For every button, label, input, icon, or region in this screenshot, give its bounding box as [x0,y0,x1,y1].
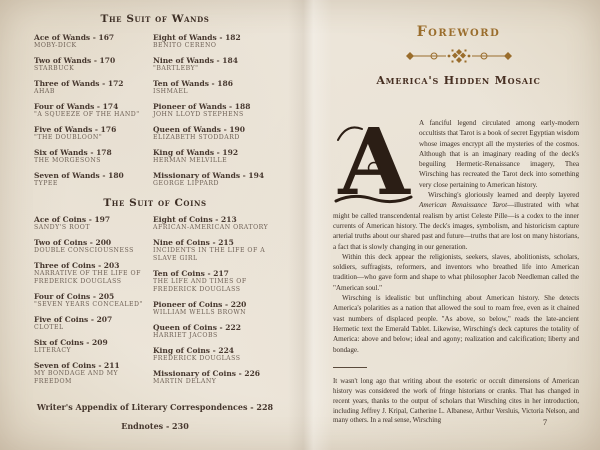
toc-entry-subtitle: HERMAN MELVILLE [153,157,228,164]
toc-entry [34,125,152,142]
ornament-divider-icon [317,48,600,68]
toc-entry-subtitle: JOHN LLOYD STEPHENS [153,111,244,118]
toc-entry-title: Ace of Coins - 197 [34,215,111,224]
toc-entry-subtitle: MOBY-DICK [34,42,77,49]
chapter-title: Foreword [416,24,501,40]
toc-entry-subtitle: "SEVEN YEARS CONCEALED" [34,301,143,308]
toc-entry-subtitle: AHAB [34,88,55,95]
toc-entry-title: Missionary of Coins - 226 [153,369,261,378]
toc-entry-title: Ten of Wands - 186 [153,79,233,88]
toc-entry-title: Seven of Coins - 211 [34,361,120,370]
toc-entry [34,33,152,50]
paragraph-2-text: Wirsching's gloriously learned and deeply layered [428,191,579,200]
toc-entry-title: Eight of Coins - 213 [153,215,237,224]
toc-entry [153,346,271,363]
coins-column-2 [153,215,271,392]
toc-entry [153,79,271,96]
toc-entry [153,171,271,188]
toc-entry-title: Six of Coins - 209 [34,338,108,347]
toc-entry-subtitle: NARRATIVE OF THE LIFE OF FREDERICK DOUGLASS [34,270,141,285]
toc-entry-subtitle: FREDERICK DOUGLASS [153,355,241,362]
toc-entry [34,148,152,165]
paragraph-3: Within this deck appear the religionists, seekers, slaves, abolitionists, scholars, soldiers, suffragists, reformers, and inventors who breathed life into American tradition—who gave form and shape to what philosopher Jacob Needleman called the "American soul." [333,252,579,292]
toc-entry-subtitle: WILLIAM WELLS BROWN [153,309,247,316]
toc-entry-title: Five of Coins - 207 [34,315,113,324]
toc-entry [34,56,152,73]
book-title-italic: American Renaissance Tarot [419,201,508,210]
suit-of-coins-heading: The Suit of Coins [103,197,207,209]
toc-entry [34,338,152,355]
toc-entry [153,125,271,142]
toc-entry [153,369,271,386]
toc-entry-title: Three of Wands - 172 [34,79,124,88]
toc-entry [153,238,271,263]
toc-entry [34,171,152,188]
toc-entry-subtitle: HARRIET JACOBS [153,332,218,339]
toc-entry-subtitle: THE MORGESONS [34,157,101,164]
toc-entry-title: Pioneer of Coins - 220 [153,300,247,309]
toc-entry [153,102,271,119]
suit-of-wands-heading: The Suit of Wands [100,13,210,25]
toc-entry [34,215,152,232]
toc-entry-title: Five of Wands - 176 [34,125,117,134]
wands-column-2 [153,33,271,194]
toc-entry-title: Seven of Wands - 180 [34,171,124,180]
footnote-rule [333,367,367,368]
toc-entry [153,269,271,294]
toc-entry-title: Three of Coins - 203 [34,261,120,270]
foreword-page [317,0,600,450]
toc-entry [34,79,152,96]
toc-entry-title: King of Wands - 192 [153,148,239,157]
toc-entry-title: Four of Coins - 205 [34,292,115,301]
toc-entry [34,238,152,255]
toc-entry-subtitle: STARBUCK [34,65,75,72]
toc-entry-title: Eight of Wands - 182 [153,33,241,42]
wands-column-1 [34,33,152,194]
toc-entry [153,300,271,317]
toc-entry-title: Pioneer of Wands - 188 [153,102,251,111]
toc-entry-title: King of Coins - 224 [153,346,235,355]
toc-entry-subtitle: AFRICAN-AMERICAN ORATORY [153,224,269,231]
paragraph-1: A fanciful legend circulated among early-modern occultists that Tarot is a book of secret Egyptian wisdom whose images encrypt all the mysteries of the cosmos. Although that is an imaginary reading of the deck's beguiling Hermetic-Renaissance imagery, Thea Wirsching has recreated the Tarot deck into something very close pertaining to American history. [419,119,579,189]
section-title: America's Hidden Mosaic [376,74,541,87]
toc-entry-title: Queen of Coins - 222 [153,323,241,332]
wands-columns [34,33,271,194]
toc-entry-subtitle: MARTIN DELANY [153,378,217,385]
toc-entry-subtitle: ISHMAEL [153,88,189,95]
toc-entry-subtitle: "A SQUEEZE OF THE HAND" [34,111,140,118]
toc-entry-subtitle: GEORGE LIPPARD [153,180,220,187]
toc-entry-title: Nine of Coins - 215 [153,238,234,247]
toc-entry-title: Two of Wands - 170 [34,56,116,65]
toc-entry [34,292,152,309]
toc-entry [153,56,271,73]
paragraph-2-text: —illustrated with what might be called transcendental realism by artist Celeste Pille—is a codex to the inner currents of American history. The deck's images, symbolism, and historicism capture arterial truths about our shared past and future—truths that are lost on many historians, a fact that is slowly changing in our generation. [333,201,579,251]
toc-entry-title: Nine of Wands - 184 [153,56,238,65]
toc-entry [153,33,271,50]
toc-entry-title: Ace of Wands - 167 [34,33,115,42]
toc-entry-subtitle: "BARTLEBY" [153,65,199,72]
toc-entry-subtitle: BENITO CERENO [153,42,217,49]
toc-entry-subtitle: MY BONDAGE AND MY FREEDOM [34,370,119,385]
toc-entry-title: Four of Wands - 174 [34,102,119,111]
coins-columns [34,215,271,392]
toc-entry-title: Six of Wands - 178 [34,148,112,157]
toc-entry-title: Queen of Wands - 190 [153,125,245,134]
appendix-line: Writer's Appendix of Literary Correspondences - 228 [36,402,274,412]
toc-entry [153,215,271,232]
toc-entry-subtitle: INCIDENTS IN THE LIFE OF A SLAVE GIRL [153,247,266,262]
toc-entry-title: Two of Coins - 200 [34,238,112,247]
toc-entry-title: Ten of Coins - 217 [153,269,229,278]
toc-entry-subtitle: SANDY'S ROOT [34,224,91,231]
toc-entry-title: Missionary of Wands - 194 [153,171,265,180]
paragraph-4: Wirsching is idealistic but unflinching about American history. She detects America's polarities as a nation that allowed the soul to roam free, even as it chained vast numbers of displaced people. "As above, so below," reads the late-ancient Hermetic text the Emerald Tablet. Likewise, Wirsching's deck captures the totality of America: above and below; ideal and agony; realization and calcification; liberty and bondage. [333,294,579,354]
drop-cap-initial [333,118,413,206]
toc-entry [153,323,271,340]
endnotes-line: Endnotes - 230 [121,421,189,431]
drop-cap-letter: A [338,118,410,206]
toc-entry [34,361,152,386]
toc-entry-subtitle: "THE DOUBLOON" [34,134,103,141]
toc-entry-subtitle: TYPEE [34,180,58,187]
toc-entry [34,261,152,286]
foreword-body [333,118,579,426]
coins-column-1 [34,215,152,392]
toc-entry-subtitle: THE LIFE AND TIMES OF FREDERICK DOUGLASS [153,278,247,293]
footnote-text: It wasn't long ago that writing about the esoteric or occult dimensions of American history was considered the work of fringe historians or cranks. That has changed in recent years, thanks to the output of scholars that Wirsching cites in her introduction, including Jeffrey J. Kripal, Catherine L. Albanese, Arthur Versluis, Victoria Nelson, and many others. In a real sense, Wirsching [333,376,579,425]
toc-entry-subtitle: DOUBLE CONSCIOUSNESS [34,247,134,254]
toc-entry [153,148,271,165]
page-number: 7 [542,417,548,427]
toc-entry [34,315,152,332]
toc-entry [34,102,152,119]
toc-entry-subtitle: CLOTEL [34,324,64,331]
toc-entry-subtitle: LITERACY [34,347,72,354]
toc-entry-subtitle: ELIZABETH STODDARD [153,134,240,141]
